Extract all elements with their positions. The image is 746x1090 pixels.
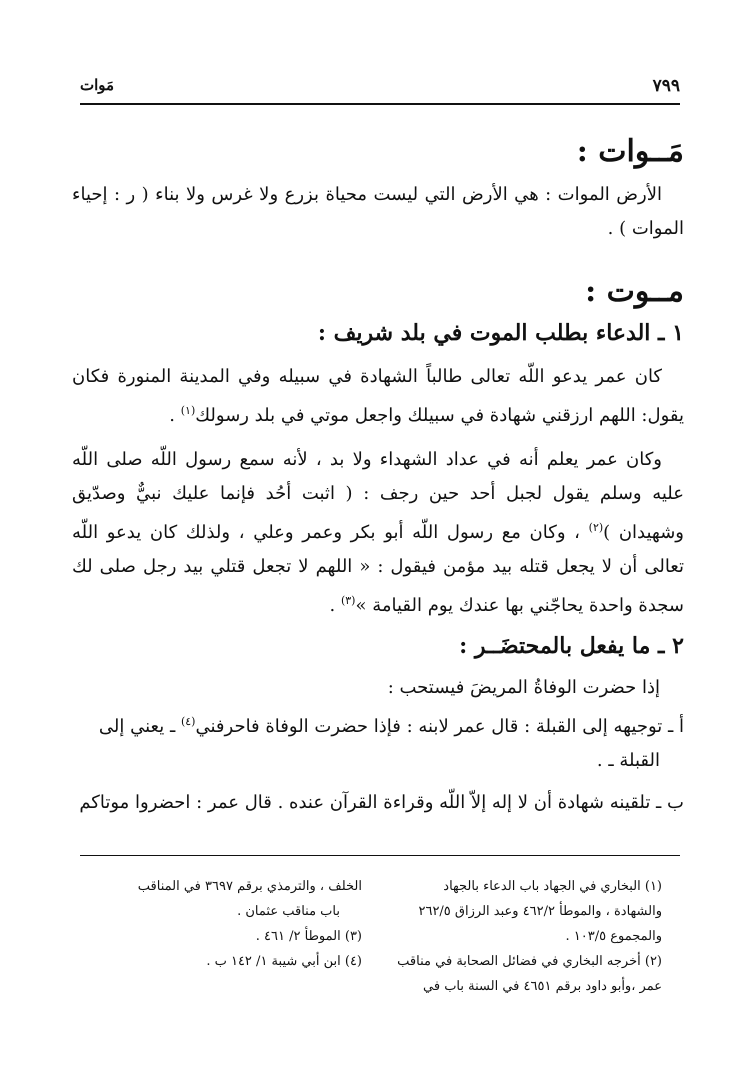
footnotes-right-column (394, 874, 684, 999)
page-header (80, 74, 680, 100)
footnote-ref: (٣) (340, 594, 356, 607)
footnote: (٢) أخرجه البخاري في فضائل الصحابة في مناقب عمر ،وأبو داود برقم ٤٦٥١ في السنة باب في (397, 954, 662, 994)
paragraph: وكان عمر يعلم أنه في عداد الشهداء ولا بد ، لأنه سمع رسول اللّه صلى اللّه عليه وسلم يقول لجبل أحد حين رجف : ( اثبت أحُد فإنما عليك نبيٌّ وصدّيق وشهيدان )$^{(٢)}$ ، وكان مع رسول اللّه أبو بكر وعمر وعلي ، ولذلك كان يدعو اللّه تعالى أن لا يجعل قتله بيد مؤمن فيقول : « اللهم لا تجعل قتلي بيد رجل صلى لك سجدة واحدة يحاجّني بها عندك يوم القيامة »$^{(٣)}$ . (72, 449, 684, 616)
footnote-continuation: الخلف ، والترمذي برقم ٣٦٩٧ في المناقب (137, 879, 362, 894)
section-heading: مَــوات : (576, 134, 684, 169)
subsection-title: ١ ـ الدعاء بطلب الموت في بلد شريف : (317, 320, 684, 346)
section-mawat (72, 132, 684, 246)
paragraph: إذا حضرت الوفاةُ المريضَ فيستحب : (387, 677, 660, 698)
definition-paragraph: الأرض الموات : هي الأرض التي ليست محياة بزرع ولا غرس ولا بناء ( ر : إحياء الموات ) . (72, 184, 684, 239)
paragraph: كان عمر يدعو اللّه تعالى طالباً الشهادة في سبيله وفي المدينة المنورة فكان يقول: اللهم ارزقني شهادة في سبيلك واجعل موتي في بلد رسولك$^{(١)}$ . (72, 366, 684, 426)
footnotes-left-column (72, 874, 362, 974)
list-item: أ ـ توجيهه إلى القبلة : قال عمر لابنه : فإذا حضرت الوفاة فاحرفني$^{(٤)}$ ـ يعني إلى القبلة ـ . (98, 715, 684, 771)
footnote-ref: (٤) (180, 715, 196, 728)
footnote: (١) البخاري في الجهاد باب الدعاء بالجهاد والشهادة ، والموطأ ٤٦٢/٢ وعبد الرزاق ٢٦٢/٥ والمجموع ١٠٣/٥ . (418, 879, 662, 944)
footnote: (٤) ابن أبي شيبة ١/ ١٤٢ ب . (206, 954, 362, 969)
list-item: ب ـ تلقينه شهادة أن لا إله إلاّ اللّه وقراءة القرآن عنده . قال عمر : احضروا موتاكم (79, 792, 684, 813)
footnote-divider (80, 855, 680, 856)
footnote: (٣) الموطأ ٢/ ٤٦١ . (255, 929, 362, 944)
section-mawt (72, 272, 684, 820)
running-title: مَوات (80, 76, 115, 94)
footnote-ref: (١) (180, 404, 196, 417)
section-heading: مــوت : (585, 274, 684, 309)
footnote-ref: (٢) (588, 521, 604, 534)
footnote-continuation: باب مناقب عثمان . (237, 904, 340, 919)
header-divider (80, 103, 680, 105)
subsection-title: ٢ ـ ما يفعل بالمحتضَــر : (459, 633, 684, 659)
page-number: ٧٩٩ (652, 76, 680, 96)
